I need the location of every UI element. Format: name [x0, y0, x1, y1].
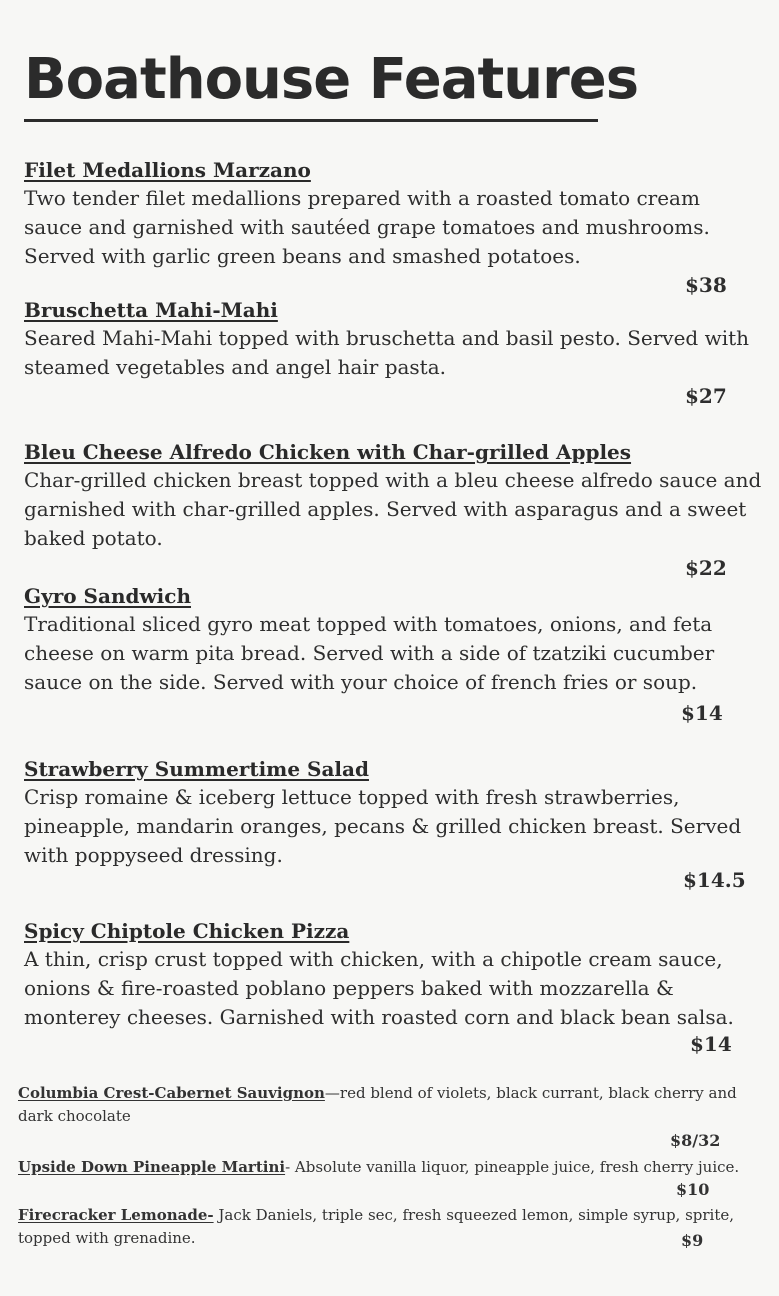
menu-item	[24, 156, 764, 271]
menu-item-price: $14	[681, 701, 723, 725]
title-underline	[24, 119, 598, 122]
menu-item-name: Bruschetta Mahi-Mahi	[24, 298, 278, 322]
drink-item	[18, 1082, 773, 1128]
menu-item	[24, 296, 764, 382]
menu-item-price: $22	[685, 556, 727, 580]
menu-item	[24, 438, 764, 553]
menu-item-description: Crisp romaine & iceberg lettuce topped with fresh strawberries, pineapple, mandarin oranges, pecans & grilled chicken breast. Served with poppyseed dressing.	[24, 785, 742, 867]
drink-item	[18, 1204, 773, 1250]
menu-item-description: Char-grilled chicken breast topped with a bleu cheese alfredo sauce and garnished with char-grilled apples. Served with asparagus and a sweet baked potato.	[24, 468, 762, 550]
menu-item-description: Traditional sliced gyro meat topped with tomatoes, onions, and feta cheese on warm pita bread. Served with a side of tzatziki cucumber sauce on the side. Served with your choice of french fries or soup.	[24, 612, 715, 694]
menu-item-price: $14.5	[683, 868, 746, 892]
menu-item	[24, 582, 764, 697]
menu-item-name: Filet Medallions Marzano	[24, 158, 311, 182]
menu-item-price: $27	[685, 384, 727, 408]
menu-item-price: $38	[685, 273, 727, 297]
menu-item-description: Two tender filet medallions prepared with a roasted tomato cream sauce and garnished with sautéed grape tomatoes and mushrooms. Served with garlic green beans and smashed potatoes.	[24, 186, 710, 268]
drink-name: Upside Down Pineapple Martini	[18, 1158, 286, 1176]
menu-item-description: Seared Mahi-Mahi topped with bruschetta and basil pesto. Served with steamed vegetables and angel hair pasta.	[24, 326, 750, 379]
menu-item-description: A thin, crisp crust topped with chicken, with a chipotle cream sauce, onions & fire-roasted poblano peppers baked with mozzarella & monterey cheeses. Garnished with roasted corn and black bean salsa.	[24, 947, 734, 1029]
menu-item	[24, 917, 764, 1032]
menu-item-name: Spicy Chiptole Chicken Pizza	[24, 919, 350, 943]
menu-item-name: Gyro Sandwich	[24, 584, 192, 608]
menu-item	[24, 755, 764, 870]
menu-item-name: Strawberry Summertime Salad	[24, 757, 369, 781]
drink-price: $10	[676, 1180, 710, 1199]
drink-description: - Absolute vanilla liquor, pineapple juice, fresh cherry juice.	[285, 1158, 740, 1176]
menu-item-name: Bleu Cheese Alfredo Chicken with Char-grilled Apples	[24, 440, 632, 464]
page-title: Boathouse Features	[24, 47, 639, 112]
drink-item	[18, 1156, 773, 1179]
drink-name: Columbia Crest-Cabernet Sauvignon	[18, 1084, 325, 1102]
drink-description: —red blend of violets, black currant, black cherry and dark chocolate	[18, 1084, 737, 1125]
drink-name: Firecracker Lemonade-	[18, 1206, 214, 1224]
drink-price: $8/32	[670, 1131, 721, 1150]
drink-description: Jack Daniels, triple sec, fresh squeezed lemon, simple syrup, sprite, topped with grenadine.	[18, 1206, 735, 1247]
menu-item-price: $14	[690, 1032, 732, 1056]
drink-price: $9	[681, 1231, 704, 1250]
